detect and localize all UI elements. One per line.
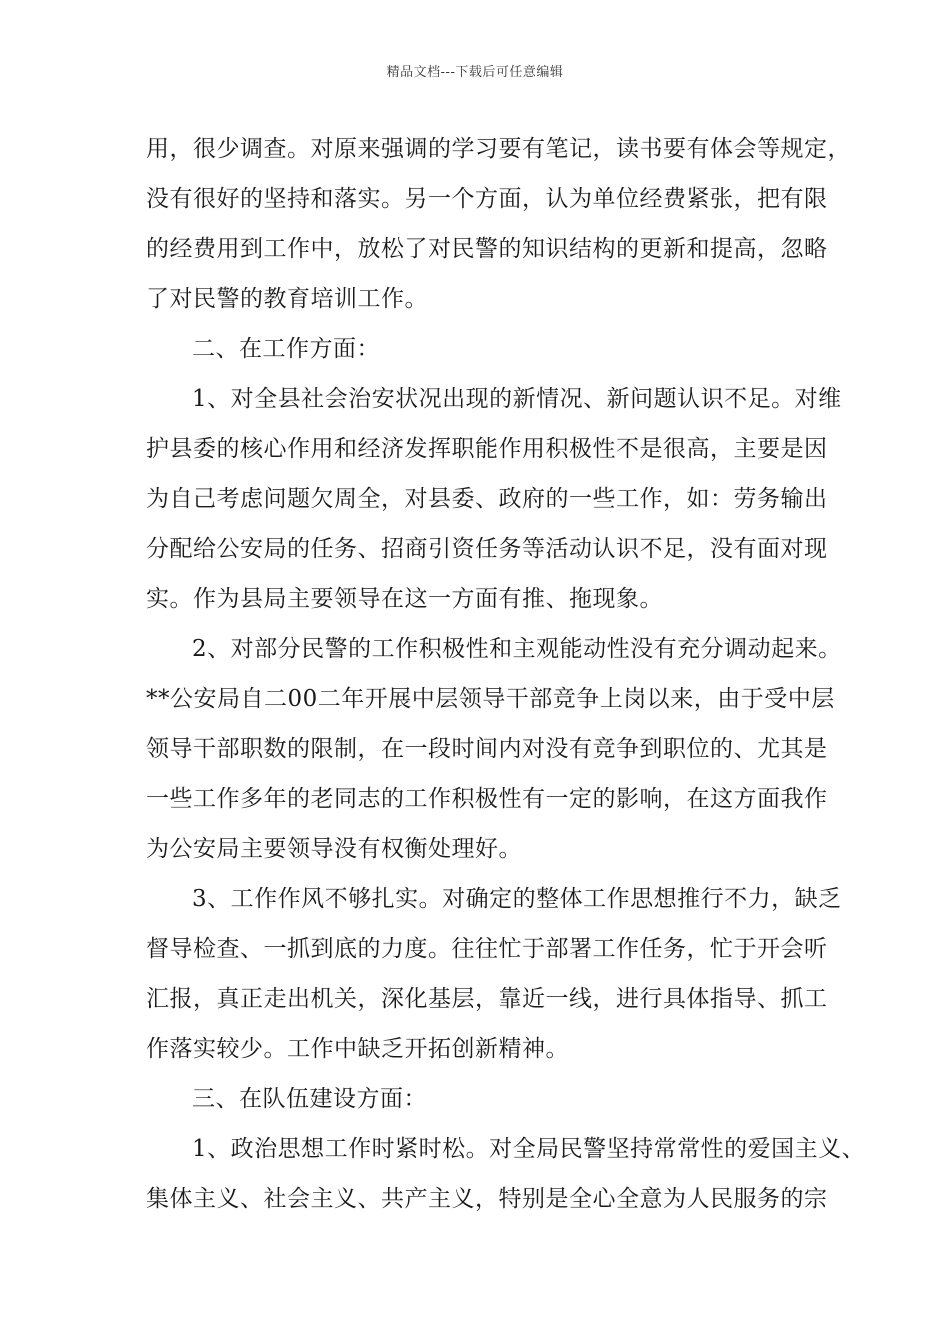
text-line: 了对民警的教育培训工作。 <box>146 286 428 312</box>
text-line: **公安局自二00二年开展中层领导干部竞争上岗以来，由于受中层 <box>146 686 835 712</box>
text-line: 作落实较少。工作中缺乏开拓创新精神。 <box>146 1036 569 1062</box>
text-line: 护县委的核心作用和经济发挥职能作用积极性不是很高，主要是因 <box>146 436 828 462</box>
text-line: 1、对全县社会治安状况出现的新情况、新问题认识不足。对维 <box>192 386 842 412</box>
text-line: 2、对部分民警的工作积极性和主观能动性没有充分调动起来。 <box>192 636 842 662</box>
text-line: 的经费用到工作中，放松了对民警的知识结构的更新和提高，忽略 <box>146 236 828 262</box>
page-header: 精品文档---下载后可任意编辑 <box>386 65 564 80</box>
text-line: 为自己考虑问题欠周全，对县委、政府的一些工作，如：劳务输出 <box>146 486 828 512</box>
text-line: 用，很少调查。对原来强调的学习要有笔记，读书要有体会等规定， <box>146 136 851 162</box>
text-line: 汇报，真正走出机关，深化基层，靠近一线，进行具体指导、抓工 <box>146 986 828 1012</box>
text-line: 集体主义、社会主义、共产主义，特别是全心全意为人民服务的宗 <box>146 1186 828 1212</box>
text-line: 督导检查、一抓到底的力度。往往忙于部署工作任务，忙于开会听 <box>146 936 828 962</box>
text-line: 一些工作多年的老同志的工作积极性有一定的影响，在这方面我作 <box>146 786 828 812</box>
text-line: 1、政治思想工作时紧时松。对全局民警坚持常常性的爱国主义、 <box>192 1136 866 1162</box>
document-body <box>146 124 866 1224</box>
section-heading: 二、在工作方面： <box>192 336 380 362</box>
text-line: 领导干部职数的限制，在一段时间内对没有竞争到职位的、尤其是 <box>146 736 828 762</box>
text-line: 3、工作作风不够扎实。对确定的整体工作思想推行不力，缺乏 <box>192 886 842 912</box>
text-line: 没有很好的坚持和落实。另一个方面，认为单位经费紧张，把有限 <box>146 186 828 212</box>
text-line: 为公安局主要领导没有权衡处理好。 <box>146 836 522 862</box>
section-heading: 三、在队伍建设方面： <box>192 1086 427 1112</box>
text-line: 分配给公安局的任务、招商引资任务等活动认识不足，没有面对现 <box>146 536 828 562</box>
text-line: 实。作为县局主要领导在这一方面有推、拖现象。 <box>146 586 663 612</box>
